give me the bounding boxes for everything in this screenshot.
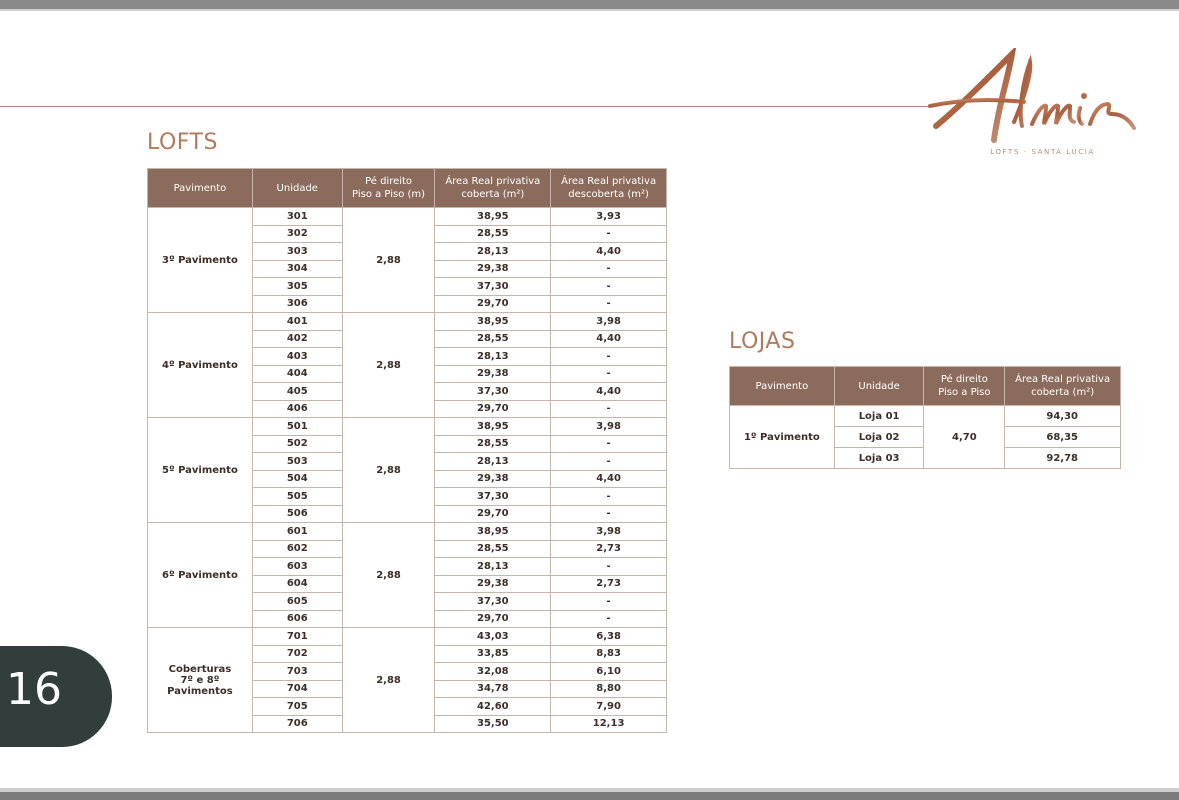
header-pavimento: Pavimento — [730, 367, 835, 406]
area-coberta-cell: 38,95 — [435, 418, 551, 436]
area-coberta-cell: 29,70 — [435, 295, 551, 313]
area-coberta-cell: 38,95 — [435, 313, 551, 331]
unidade-cell: 406 — [252, 400, 342, 418]
area-descoberta-cell: 3,98 — [551, 313, 667, 331]
area-descoberta-cell: - — [551, 453, 667, 471]
unidade-cell: 306 — [252, 295, 342, 313]
area-descoberta-cell: - — [551, 365, 667, 383]
header-divider — [0, 106, 935, 107]
lofts-title: LOFTS — [147, 130, 218, 155]
area-descoberta-cell: 4,40 — [551, 330, 667, 348]
unidade-cell: 703 — [252, 663, 342, 681]
area-descoberta-cell: - — [551, 505, 667, 523]
area-coberta-cell: 42,60 — [435, 698, 551, 716]
area-coberta-cell: 32,08 — [435, 663, 551, 681]
pavimento-cell: Coberturas 7º e 8º Pavimentos — [148, 628, 253, 733]
area-descoberta-cell: 8,80 — [551, 680, 667, 698]
area-coberta-cell: 33,85 — [435, 645, 551, 663]
header-area-coberta: Área Real privativa coberta (m²) — [435, 169, 551, 208]
table-row — [148, 208, 667, 226]
unidade-cell: Loja 01 — [834, 406, 924, 427]
area-descoberta-cell: - — [551, 278, 667, 296]
unidade-cell: 706 — [252, 715, 342, 733]
unidade-cell: 303 — [252, 243, 342, 261]
area-descoberta-cell: 2,73 — [551, 575, 667, 593]
area-coberta-cell: 37,30 — [435, 593, 551, 611]
area-descoberta-cell: 6,10 — [551, 663, 667, 681]
area-descoberta-cell: - — [551, 348, 667, 366]
header-pavimento: Pavimento — [148, 169, 253, 208]
unidade-cell: 301 — [252, 208, 342, 226]
lofts-header-row — [148, 169, 667, 208]
pe-direito-cell: 2,88 — [342, 208, 435, 313]
area-coberta-cell: 38,95 — [435, 208, 551, 226]
pavimento-cell: 5º Pavimento — [148, 418, 253, 523]
unidade-cell: 503 — [252, 453, 342, 471]
area-coberta-cell: 43,03 — [435, 628, 551, 646]
header-unidade: Unidade — [834, 367, 924, 406]
area-descoberta-cell: - — [551, 488, 667, 506]
area-descoberta-cell: 6,38 — [551, 628, 667, 646]
unidade-cell: 505 — [252, 488, 342, 506]
lojas-title: LOJAS — [729, 329, 796, 354]
unidade-cell: 304 — [252, 260, 342, 278]
pe-direito-cell: 2,88 — [342, 628, 435, 733]
area-coberta-cell: 38,95 — [435, 523, 551, 541]
unidade-cell: 506 — [252, 505, 342, 523]
unidade-cell: 404 — [252, 365, 342, 383]
table-row — [148, 523, 667, 541]
area-coberta-cell: 37,30 — [435, 278, 551, 296]
pavimento-cell: 6º Pavimento — [148, 523, 253, 628]
area-coberta-cell: 35,50 — [435, 715, 551, 733]
unidade-cell: 403 — [252, 348, 342, 366]
area-descoberta-cell: 8,83 — [551, 645, 667, 663]
area-coberta-cell: 28,55 — [435, 435, 551, 453]
area-descoberta-cell: - — [551, 260, 667, 278]
area-coberta-cell: 34,78 — [435, 680, 551, 698]
unidade-cell: 601 — [252, 523, 342, 541]
page-number: 16 — [6, 664, 62, 715]
unidade-cell: 603 — [252, 558, 342, 576]
header-area-coberta: Área Real privativa coberta (m²) — [1005, 367, 1121, 406]
pe-direito-cell: 2,88 — [342, 523, 435, 628]
area-coberta-cell: 28,13 — [435, 348, 551, 366]
area-coberta-cell: 29,38 — [435, 575, 551, 593]
area-descoberta-cell: - — [551, 593, 667, 611]
unidade-cell: 401 — [252, 313, 342, 331]
logo-subtitle: LOFTS · SANTA LÚCIA — [990, 148, 1095, 156]
area-coberta-cell: 92,78 — [1005, 448, 1121, 469]
unidade-cell: Loja 03 — [834, 448, 924, 469]
area-coberta-cell: 29,38 — [435, 365, 551, 383]
area-coberta-cell: 28,13 — [435, 453, 551, 471]
pavimento-cell: 1º Pavimento — [730, 406, 835, 469]
area-descoberta-cell: - — [551, 558, 667, 576]
area-descoberta-cell: 2,73 — [551, 540, 667, 558]
unidade-cell: 501 — [252, 418, 342, 436]
table-row — [730, 406, 1121, 427]
area-coberta-cell: 29,70 — [435, 400, 551, 418]
header-pe-direito: Pé direito Piso a Piso — [924, 367, 1005, 406]
top-frame-bar — [0, 0, 1179, 9]
table-row — [148, 628, 667, 646]
table-row — [148, 313, 667, 331]
area-descoberta-cell: 12,13 — [551, 715, 667, 733]
lojas-table — [729, 366, 1121, 469]
unidade-cell: 504 — [252, 470, 342, 488]
area-coberta-cell: 29,38 — [435, 260, 551, 278]
bottom-frame-bar — [0, 792, 1179, 800]
pavimento-cell: 3º Pavimento — [148, 208, 253, 313]
unidade-cell: 602 — [252, 540, 342, 558]
area-coberta-cell: 68,35 — [1005, 427, 1121, 448]
unidade-cell: 604 — [252, 575, 342, 593]
area-descoberta-cell: 4,40 — [551, 243, 667, 261]
unidade-cell: 606 — [252, 610, 342, 628]
unidade-cell: 302 — [252, 225, 342, 243]
header-pe-direito: Pé direito Piso a Piso (m) — [342, 169, 435, 208]
area-coberta-cell: 28,55 — [435, 540, 551, 558]
area-descoberta-cell: - — [551, 295, 667, 313]
area-coberta-cell: 94,30 — [1005, 406, 1121, 427]
area-descoberta-cell: 3,98 — [551, 523, 667, 541]
header-unidade: Unidade — [252, 169, 342, 208]
area-coberta-cell: 37,30 — [435, 383, 551, 401]
lofts-table — [147, 168, 667, 733]
pe-direito-cell: 2,88 — [342, 313, 435, 418]
area-descoberta-cell: - — [551, 435, 667, 453]
area-descoberta-cell: 4,40 — [551, 383, 667, 401]
area-descoberta-cell: - — [551, 400, 667, 418]
unidade-cell: 705 — [252, 698, 342, 716]
unidade-cell: 605 — [252, 593, 342, 611]
area-coberta-cell: 28,55 — [435, 225, 551, 243]
table-row — [148, 418, 667, 436]
area-descoberta-cell: 3,98 — [551, 418, 667, 436]
area-coberta-cell: 29,38 — [435, 470, 551, 488]
unidade-cell: 701 — [252, 628, 342, 646]
unidade-cell: 702 — [252, 645, 342, 663]
almir-logo — [928, 48, 1143, 163]
unidade-cell: 704 — [252, 680, 342, 698]
area-coberta-cell: 29,70 — [435, 610, 551, 628]
unidade-cell: 402 — [252, 330, 342, 348]
unidade-cell: 405 — [252, 383, 342, 401]
header-area-descoberta: Área Real privativa descoberta (m²) — [551, 169, 667, 208]
unidade-cell: Loja 02 — [834, 427, 924, 448]
area-coberta-cell: 37,30 — [435, 488, 551, 506]
area-descoberta-cell: - — [551, 225, 667, 243]
area-descoberta-cell: 4,40 — [551, 470, 667, 488]
unidade-cell: 502 — [252, 435, 342, 453]
pavimento-cell: 4º Pavimento — [148, 313, 253, 418]
area-coberta-cell: 28,13 — [435, 558, 551, 576]
pe-direito-cell: 2,88 — [342, 418, 435, 523]
unidade-cell: 305 — [252, 278, 342, 296]
lojas-header-row — [730, 367, 1121, 406]
area-descoberta-cell: 3,93 — [551, 208, 667, 226]
area-descoberta-cell: 7,90 — [551, 698, 667, 716]
area-coberta-cell: 28,55 — [435, 330, 551, 348]
area-descoberta-cell: - — [551, 610, 667, 628]
pe-direito-cell: 4,70 — [924, 406, 1005, 469]
area-coberta-cell: 28,13 — [435, 243, 551, 261]
area-coberta-cell: 29,70 — [435, 505, 551, 523]
